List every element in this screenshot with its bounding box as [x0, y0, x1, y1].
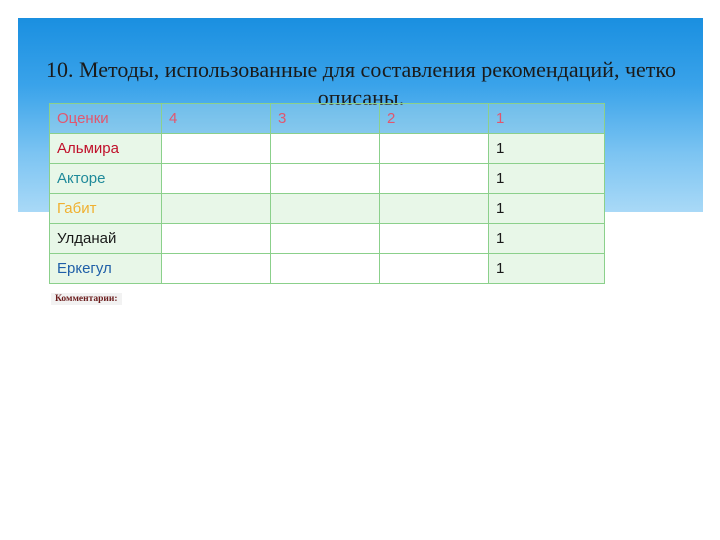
student-name: Еркегул — [50, 254, 162, 284]
grade-cell-4 — [162, 254, 271, 284]
header-cell-4: 4 — [162, 104, 271, 134]
grade-cell-3 — [271, 254, 380, 284]
grade-cell-2 — [380, 194, 489, 224]
student-name: Улданай — [50, 224, 162, 254]
comment-label: Комментарии: — [51, 293, 122, 305]
header-cell-grades: Оценки — [50, 104, 162, 134]
header-cell-3: 3 — [271, 104, 380, 134]
student-name: Акторе — [50, 164, 162, 194]
table-header-row — [50, 104, 605, 134]
student-name: Альмира — [50, 134, 162, 164]
slide-title: 10. Методы, использованные для составления рекомендаций, четко описаны. — [46, 57, 676, 110]
grade-cell-1: 1 — [489, 194, 605, 224]
grade-cell-2 — [380, 134, 489, 164]
grade-cell-3 — [271, 164, 380, 194]
table-row — [50, 254, 605, 284]
grade-cell-1: 1 — [489, 164, 605, 194]
grade-cell-4 — [162, 224, 271, 254]
grade-cell-1: 1 — [489, 254, 605, 284]
grade-cell-2 — [380, 224, 489, 254]
student-name: Габит — [50, 194, 162, 224]
grade-cell-2 — [380, 254, 489, 284]
header-cell-1: 1 — [489, 104, 605, 134]
grade-cell-4 — [162, 194, 271, 224]
grades-table — [49, 103, 605, 284]
table-row — [50, 164, 605, 194]
grade-cell-2 — [380, 164, 489, 194]
grade-cell-4 — [162, 134, 271, 164]
table-row — [50, 194, 605, 224]
grade-cell-3 — [271, 194, 380, 224]
grade-cell-1: 1 — [489, 224, 605, 254]
table-row — [50, 224, 605, 254]
table-row — [50, 134, 605, 164]
header-cell-2: 2 — [380, 104, 489, 134]
grade-cell-3 — [271, 134, 380, 164]
grade-cell-4 — [162, 164, 271, 194]
grade-cell-1: 1 — [489, 134, 605, 164]
grade-cell-3 — [271, 224, 380, 254]
